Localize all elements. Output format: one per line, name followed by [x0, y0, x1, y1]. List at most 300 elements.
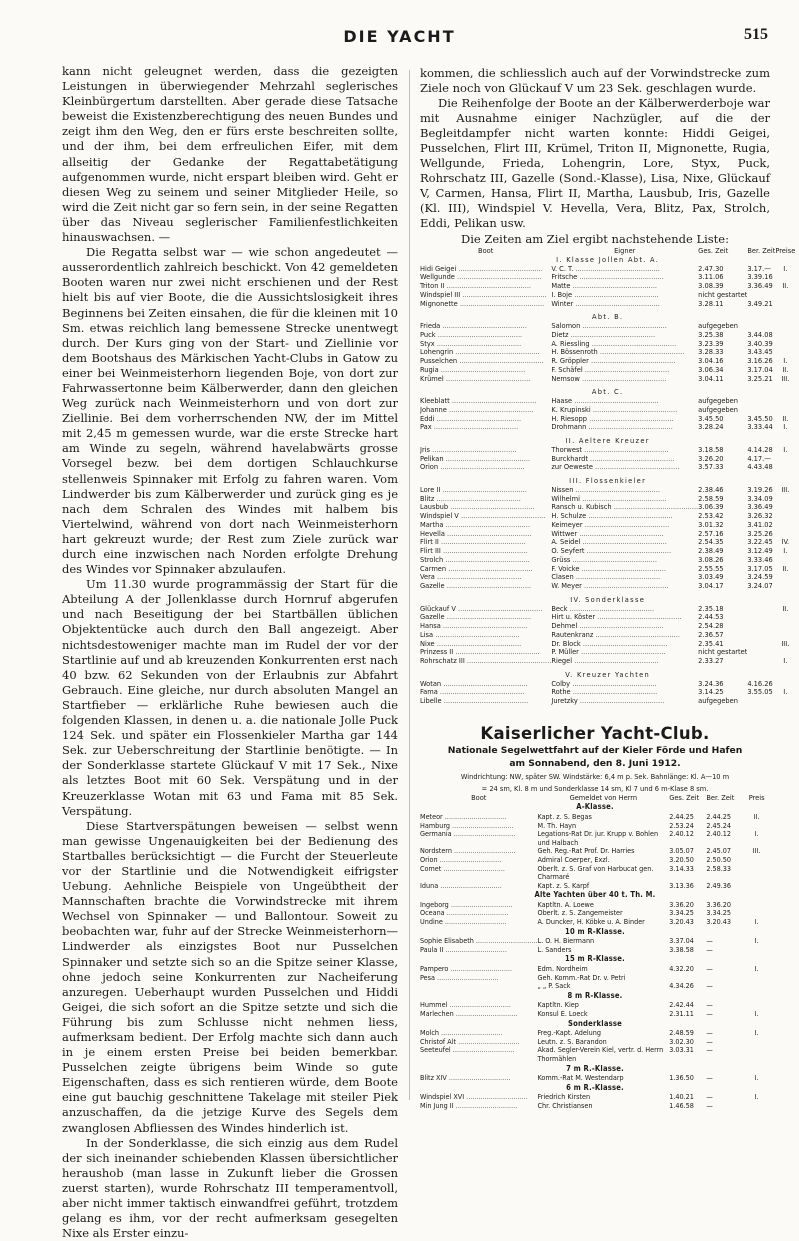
- prize: I.: [783, 547, 788, 555]
- total-time: 2.57.16: [698, 529, 724, 538]
- corrected-time: [747, 291, 775, 300]
- boat-name: Hevella ........................................: [420, 529, 532, 538]
- total-time: 1.36.50: [669, 1074, 694, 1083]
- kyc-results-table: [420, 794, 770, 1111]
- total-time: 3.36.20: [669, 900, 694, 909]
- prize: [743, 1102, 770, 1111]
- boat-name: Rugia ........................................: [420, 365, 526, 374]
- header-prize: Preise: [775, 247, 796, 255]
- paragraph: kommen, die schliesslich auch auf der Vorwindstrecke zum Ziele noch von Glückauf V um 23 Sek. geschlagen wurde.: [420, 66, 770, 95]
- total-time: 2.58.59: [698, 494, 724, 503]
- section-title-row: [420, 671, 795, 680]
- boat-name: Christof Alt ..............................: [420, 1037, 520, 1046]
- dot-leader: ..............................: [444, 909, 509, 918]
- boat-name: Flirt II ........................................: [420, 538, 526, 547]
- boat-name: Glückauf V ........................................: [420, 604, 543, 613]
- prize: [775, 697, 795, 706]
- table-row: [420, 455, 795, 464]
- table-row: [420, 688, 795, 697]
- dot-leader: ........................................: [440, 485, 527, 494]
- prize: I.: [783, 357, 788, 365]
- section-title: IV. Sonderklasse: [570, 595, 646, 604]
- prize: [775, 573, 795, 582]
- dot-leader: ........................................: [580, 322, 667, 330]
- prize: [743, 865, 770, 882]
- total-time: 3.06.34: [698, 365, 724, 374]
- dot-leader: ........................................: [449, 397, 537, 405]
- boat-name: Lohengrin ........................................: [420, 348, 540, 357]
- boat-name: Libelle ........................................: [420, 697, 529, 705]
- total-time: 3.45.50: [698, 414, 724, 423]
- table-row: [420, 322, 795, 331]
- total-time: 2.31.11: [669, 1010, 694, 1018]
- corrected-time: 3.44.08: [747, 330, 773, 339]
- dot-leader: ........................................: [457, 357, 544, 365]
- section-title-row: [420, 954, 770, 965]
- table-row: [420, 847, 770, 856]
- section-title-row: [420, 1083, 770, 1094]
- right-column: [420, 66, 796, 1111]
- owner-name: Grüss ........................................: [551, 555, 657, 564]
- owner-name: R. Gröppler ........................................: [551, 357, 676, 365]
- boat-name: Pax ........................................: [420, 423, 519, 432]
- prize: [775, 613, 795, 622]
- owner-name: Akad. Segler-Verein Kiel, vertr. d. Herrn Thormählen: [537, 1046, 664, 1063]
- dot-leader: ........................................: [577, 529, 664, 538]
- owner-name: A. Riessling ........................................: [551, 339, 677, 348]
- prize: [775, 648, 795, 657]
- boat-name: Lisa ........................................: [420, 630, 520, 639]
- prize: [775, 455, 795, 464]
- dot-leader: ..............................: [438, 881, 502, 890]
- prize: I.: [783, 657, 788, 665]
- owner-name: Komm.-Rat M. Westendarp: [537, 1074, 624, 1083]
- dot-leader: ........................................: [577, 697, 665, 705]
- total-time: 2.38.49: [698, 547, 724, 555]
- total-time: 2.47.30: [698, 264, 724, 273]
- prize: II.: [753, 812, 760, 821]
- section-title-row: [420, 991, 770, 1002]
- prize: [743, 974, 770, 983]
- prize: [743, 1001, 770, 1010]
- owner-name: Beck ........................................: [551, 604, 655, 613]
- prize: [775, 406, 795, 415]
- prize: [743, 822, 770, 831]
- total-time: 3.08.39: [698, 282, 724, 290]
- dot-leader: ..............................: [441, 864, 505, 873]
- table-row: [420, 937, 770, 946]
- prize: I.: [754, 1093, 759, 1102]
- owner-name: Rautenkranz ........................................: [551, 630, 680, 639]
- total-time: 4.32.20: [669, 965, 694, 974]
- dot-leader: ..............................: [473, 937, 538, 946]
- corrected-time: 3.22.45: [747, 538, 773, 547]
- prize: IV.: [781, 538, 790, 547]
- owner-name: W. Meyer ........................................: [551, 582, 669, 590]
- table-row: [420, 423, 795, 432]
- dot-leader: ........................................: [572, 290, 659, 299]
- corrected-time: 3.45.50: [747, 414, 773, 423]
- dot-leader: ..............................: [442, 812, 507, 821]
- boat-name: Strolch ........................................: [420, 555, 530, 564]
- section-title-row: [420, 890, 770, 901]
- boat-name: Prinzess II ........................................: [420, 648, 540, 657]
- corrected-time: 3.19.26: [747, 485, 773, 494]
- boat-name: Meteor ..............................: [420, 812, 507, 821]
- corrected-time: [747, 631, 775, 640]
- dot-leader: ........................................: [589, 339, 677, 348]
- section-title: Abt. B.: [591, 313, 624, 322]
- dot-leader: ........................................: [443, 520, 531, 529]
- boat-name: [420, 982, 537, 991]
- total-time: 3.57.33: [698, 463, 724, 472]
- owner-name: Riegel ........................................: [551, 657, 659, 665]
- table-row: [420, 918, 770, 927]
- owner-name: L. O. H. Biermann: [537, 937, 595, 946]
- prize: [775, 331, 795, 340]
- corrected-time: [747, 605, 775, 614]
- paragraph: Diese Startverspätungen beweisen — selbst wenn man gewisse Ungenauigkeiten bei der Bedienung des Startballes berücksichtigt — die Furcht der Steuerleute vor der Startlinie und die Notwendigkeit eifrigster Uebung. Aehnliche Beispiele von Ungeübtheit der Mannschaften brachte die Vorwindstrecke mit ihrem Wechsel von Spinnaker — und Ballontour. Soweit zu beobachten war, fuhr auf der Strecke Weinmeisterhorn—Lindwerder als einzigstes Boot nur Pusselchen Spinnaker und setzte sich so an die Spitze seiner Klasse, ohne jedoch seine Konkurrenten zur Nacheiferung anzuregen. Ueberhaupt wurden Pusselchen und Hiddi Geigei, die sich sofort an die Spitze setzte und sich die Führung bis zum Schlusse nicht nehmen liess, aufmerksam bedient. Der Erfolg machte sich dann auch in je einem ersten Preise bei beiden bemerkbar. Pusselchen zeigte übrigens beim Winde so gute Eigenschaften, dass es sich rentieren würde, dem Boote eine gut bauchig geschnittene Takelage mit steiler Piek anzuschaffen, da die jetzige Kurve des Segels dem zwanglosen Abfliessen des Windes hinderlich ist.: [62, 818, 398, 1135]
- dot-leader: ........................................: [567, 604, 655, 613]
- dot-leader: ..............................: [453, 1101, 518, 1110]
- section-title-row: [420, 596, 795, 605]
- total-time: aufgegeben: [698, 697, 738, 705]
- boat-name: Windspiel V ........................................: [420, 512, 546, 520]
- corrected-time: [747, 322, 775, 331]
- dot-leader: ........................................: [584, 547, 672, 555]
- dot-leader: ........................................: [578, 648, 666, 657]
- corrected-time: 3.40.39: [747, 339, 773, 348]
- table-row: [420, 375, 795, 384]
- dot-leader: ........................................: [577, 622, 664, 630]
- kyc-header-row: [420, 794, 770, 803]
- dot-leader: ........................................: [430, 445, 517, 454]
- boat-name: Johanne ........................................: [420, 405, 534, 414]
- table-row: [420, 573, 795, 582]
- boat-name: Comet ..............................: [420, 864, 505, 873]
- corrected-time: 2.50.50: [706, 855, 732, 864]
- dot-leader: ........................................: [443, 374, 531, 383]
- dot-leader: ........................................: [444, 613, 532, 622]
- table-row: [420, 538, 795, 547]
- boat-name: Gazelle ........................................: [420, 582, 532, 590]
- header-boat: Boot: [471, 793, 487, 802]
- boat-name: Germania ..............................: [420, 830, 516, 839]
- corrected-time: 3.43.45: [747, 348, 773, 357]
- table-row: [420, 265, 795, 274]
- dot-leader: ..............................: [464, 1093, 528, 1102]
- total-time: 3.01.32: [698, 520, 724, 529]
- dot-leader: ........................................: [453, 348, 540, 357]
- total-time: 2.44.25: [669, 812, 694, 821]
- total-time: 3.04.17: [698, 582, 724, 590]
- boat-name: Iduna ..............................: [420, 881, 502, 890]
- table-row: [420, 331, 795, 340]
- corrected-time: 3.36.49: [747, 503, 773, 512]
- total-time: 2.53.24: [669, 821, 694, 830]
- dot-leader: ..............................: [449, 821, 514, 830]
- dot-leader: ........................................: [580, 639, 668, 648]
- total-time: 3.04.16: [698, 357, 724, 365]
- total-time: 3.04.11: [698, 374, 724, 383]
- corrected-time: —: [706, 965, 713, 974]
- dot-leader: ........................................: [440, 622, 528, 630]
- corrected-time: 4.16.26: [747, 679, 773, 688]
- dot-leader: ........................................: [433, 630, 520, 639]
- dot-leader: ........................................: [573, 264, 660, 273]
- prize: I.: [783, 264, 788, 273]
- boat-name: Hidi Geigei ........................................: [420, 264, 543, 273]
- owner-name: V. C. T. ........................................: [551, 264, 660, 273]
- corrected-time: 3.33.44: [747, 423, 773, 432]
- corrected-time: 3.34.09: [747, 494, 773, 503]
- total-time: 3.28.24: [698, 423, 724, 432]
- owner-name: „ „ P. Sack: [537, 982, 571, 991]
- corrected-time: 2.58.33: [706, 864, 732, 873]
- total-time: 3.24.36: [698, 679, 724, 688]
- table-row: [420, 495, 795, 504]
- section-title-row: [420, 802, 770, 813]
- total-time: 2.40.12: [669, 830, 694, 839]
- corrected-time: 3.41.02: [747, 520, 773, 529]
- prize: [775, 631, 795, 640]
- prize: [775, 503, 795, 512]
- prize: II.: [782, 282, 789, 290]
- dot-leader: ..............................: [443, 945, 507, 954]
- prize: [743, 901, 770, 910]
- table-row: [420, 605, 795, 614]
- owner-name: Wilhelmi ........................................: [551, 494, 667, 503]
- boat-name: Molch ..............................: [420, 1029, 503, 1038]
- owner-name: Edm. Nordheim: [537, 965, 588, 974]
- section-title-row: [420, 388, 795, 397]
- owner-name: K. Krupinski ........................................: [551, 405, 678, 414]
- dot-leader: ........................................: [592, 463, 680, 472]
- dot-leader: ........................................: [441, 697, 529, 705]
- total-time: 3.14.33: [669, 864, 694, 873]
- dot-leader: ........................................: [464, 657, 552, 665]
- prize: [743, 946, 770, 955]
- total-time: 3.20.43: [669, 918, 694, 927]
- total-time: 3.28.33: [698, 348, 724, 357]
- corrected-time: [747, 622, 775, 631]
- dot-leader: ..............................: [456, 1037, 520, 1046]
- header-owner: Eigner: [614, 247, 636, 255]
- boat-name: Windspiel XVI ..............................: [420, 1093, 528, 1102]
- section-title: Sonderklasse: [567, 1018, 623, 1028]
- boat-name: Krümel ........................................: [420, 374, 531, 383]
- boat-name: Jris ........................................: [420, 445, 517, 454]
- owner-name: F. Schäfel ........................................: [551, 365, 670, 374]
- prize: [775, 521, 795, 530]
- corrected-time: 3.39.16: [747, 273, 773, 282]
- owner-name: Ransch u. Kubisch ........................................: [551, 503, 699, 512]
- boat-name: Orion ..............................: [420, 855, 502, 864]
- dot-leader: ..............................: [450, 1046, 515, 1055]
- table-row: [420, 1093, 770, 1102]
- dot-leader: ........................................: [446, 564, 533, 573]
- section-title-row: [420, 927, 770, 938]
- corrected-time: 4.43.48: [747, 463, 773, 472]
- section-title: 10 m R-Klasse.: [565, 926, 625, 936]
- prize: [775, 556, 795, 565]
- dot-leader: ........................................: [593, 630, 680, 639]
- owner-name: Nemsow ........................................: [551, 374, 667, 383]
- corrected-time: 3.20.43: [706, 918, 732, 927]
- dot-leader: ..............................: [448, 965, 513, 974]
- table-row: [420, 486, 795, 495]
- section-title: II. Aeltere Kreuzer: [565, 437, 650, 445]
- owner-name: A. Duncker, H. Köbke u. A. Binder: [537, 918, 645, 927]
- table-row: [420, 974, 770, 983]
- dot-leader: ..............................: [437, 855, 502, 864]
- prize: III.: [781, 374, 790, 383]
- dot-leader: ........................................: [438, 463, 525, 472]
- dot-leader: ........................................: [572, 657, 659, 665]
- boat-name: Wotan ........................................: [420, 679, 528, 688]
- section-title: 6 m R.-Klasse.: [566, 1082, 624, 1092]
- total-time: 2.44.53: [698, 613, 724, 622]
- table-row: [420, 613, 795, 622]
- total-time: 2.54.35: [698, 538, 724, 547]
- table-row: [420, 300, 795, 309]
- boat-name: Kleeblatt ........................................: [420, 397, 537, 405]
- table-row: [420, 547, 795, 556]
- table-row: [420, 282, 795, 291]
- owner-name: Kapt. z. S. Karpf: [537, 881, 590, 890]
- owner-name: Fritsche ........................................: [551, 273, 664, 282]
- owner-name: Kaptltn. Kiep: [537, 1001, 579, 1010]
- owner-name: Friedrich Kirsten: [537, 1093, 591, 1102]
- owner-name: Thorwest ........................................: [551, 445, 669, 454]
- corrected-time: [747, 640, 775, 649]
- owner-name: Burckhardt ........................................: [551, 454, 675, 463]
- corrected-time: 3.17.04: [747, 365, 773, 374]
- dot-leader: ........................................: [440, 322, 527, 330]
- table-row: [420, 1010, 770, 1019]
- dot-leader: ..............................: [451, 830, 516, 839]
- prize: I.: [783, 423, 788, 432]
- dot-leader: ........................................: [434, 494, 521, 503]
- table-row: [420, 946, 770, 955]
- table-row: [420, 530, 795, 539]
- total-time: 3.08.26: [698, 555, 724, 564]
- owner-name: Haase ........................................: [551, 397, 659, 405]
- prize: I.: [754, 830, 759, 839]
- owner-name: Dr. Block ........................................: [551, 639, 668, 648]
- corrected-time: [747, 613, 775, 622]
- dot-leader: ........................................: [568, 330, 656, 339]
- dot-leader: ........................................: [570, 282, 658, 290]
- total-time: 3.14.25: [698, 688, 724, 697]
- boat-name: Pelikan ........................................: [420, 454, 531, 463]
- prize: [775, 397, 795, 406]
- prize: [775, 495, 795, 504]
- corrected-time: —: [706, 1001, 713, 1010]
- section-title: III. Flossenkieler: [569, 477, 647, 485]
- total-time: 3.37.04: [669, 937, 694, 946]
- owner-name: Drohmann ........................................: [551, 423, 673, 432]
- table-row: [420, 556, 795, 565]
- owner-name: Nissen ........................................: [551, 485, 660, 494]
- table-row: [420, 340, 795, 349]
- dot-leader: ........................................: [435, 330, 523, 339]
- prize: I.: [783, 688, 788, 697]
- prize: I.: [754, 1029, 759, 1038]
- prize: II.: [782, 365, 789, 374]
- prize: III.: [781, 485, 790, 494]
- total-time: 3.38.58: [669, 945, 694, 954]
- prize: I.: [754, 1074, 759, 1083]
- boat-name: Undine ..............................: [420, 918, 507, 927]
- corrected-time: 3.55.05: [747, 688, 773, 697]
- owner-name: L. Sanders: [537, 945, 572, 954]
- corrected-time: 2.40.12: [706, 830, 732, 839]
- boat-name: Pusselchen ........................................: [420, 357, 544, 365]
- boat-name: Eddi ........................................: [420, 414, 522, 423]
- owner-name: Legations-Rat Dr. jur. Krupp v. Bohlen und Halbach: [537, 830, 659, 847]
- kyc-wind-info: Windrichtung: NW, später SW. Windstärke: 6,4 m p. Sek. Bahnlänge: Kl. A—10 m: [460, 771, 730, 781]
- prize: [743, 882, 770, 891]
- dot-leader: ........................................: [455, 604, 543, 613]
- total-time: nicht gestartet: [698, 648, 748, 657]
- boat-name: Martha ........................................: [420, 520, 531, 529]
- owner-name: Dietz ........................................: [551, 330, 656, 339]
- table-row: [420, 680, 795, 689]
- total-time: 3.34.25: [669, 909, 694, 918]
- table-row: [420, 521, 795, 530]
- dot-leader: ........................................: [580, 538, 667, 547]
- boat-name: Lausbub ........................................: [420, 503, 535, 512]
- corrected-time: 3.26.32: [747, 512, 773, 520]
- paragraph: Die Reihenfolge der Boote an der Kälberwerderboje war mit Ausnahme einiger Nachzügler, auf die der Begleitdampfer nicht warten konnte: Hiddi Geigei, Pusselchen, Flirt III, Krümel, Triton II, Mignonette, Rugia, Wellgunde, Frieda, Lohengrin, Lore, Styx, Puck, Rohrschatz III, Gazelle (Sond.-Klasse), Lisa, Nixe, Glückauf V, Carmen, Hansa, Flirt II, Martha, Lausbub, Iris, Gazelle (Kl. III), Windspiel V. Hevella, Vera, Blitz, Pax, Strolch, Eddi, Pelikan usw.: [420, 96, 770, 230]
- table-row: [420, 1038, 770, 1047]
- owner-name: Kapt. z. S. Begas: [537, 812, 592, 821]
- boat-name: Styx ........................................: [420, 339, 522, 348]
- corrected-time: 2.45.07: [706, 847, 732, 856]
- owner-name: Konsul E. Loeck: [537, 1010, 588, 1018]
- owner-name: H. Bössenroth ........................................: [551, 348, 685, 357]
- total-time: nicht gestartet: [698, 290, 748, 299]
- owner-name: Kaptltn. A. Loewe: [537, 900, 594, 909]
- dot-leader: ........................................: [444, 282, 532, 290]
- corrected-time: —: [706, 982, 713, 991]
- owner-name: H. Riesopp ........................................: [551, 414, 674, 423]
- boat-name: Nixe ........................................: [420, 639, 522, 648]
- total-time: 2.54.28: [698, 622, 724, 630]
- section-title-row: [420, 256, 795, 265]
- section-title-row: [420, 1019, 770, 1030]
- boat-name: Windspiel III ........................................: [420, 290, 547, 299]
- table-row: [420, 965, 770, 974]
- total-time: 2.53.42: [698, 512, 724, 520]
- dot-leader: ........................................: [454, 273, 542, 282]
- total-time: 1.40.21: [669, 1093, 694, 1102]
- header-total-time: Ges. Zeit: [698, 247, 729, 255]
- section-title: Alte Yachten über 40 t. Th. M.: [534, 890, 656, 900]
- section-title-row: [420, 437, 795, 446]
- total-time: 3.13.36: [669, 881, 694, 890]
- owner-name: Clasen ........................................: [551, 573, 661, 582]
- corrected-time: —: [706, 1074, 713, 1083]
- prize: [775, 291, 795, 300]
- prize: II.: [782, 414, 789, 423]
- header-owner: Gemeldet von Herrn: [569, 793, 638, 802]
- owner-name: Oberlt. z. S. Zangemeister: [537, 909, 623, 918]
- dot-leader: ........................................: [437, 688, 525, 697]
- dot-leader: ........................................: [438, 365, 526, 374]
- total-time: 2.48.59: [669, 1029, 694, 1038]
